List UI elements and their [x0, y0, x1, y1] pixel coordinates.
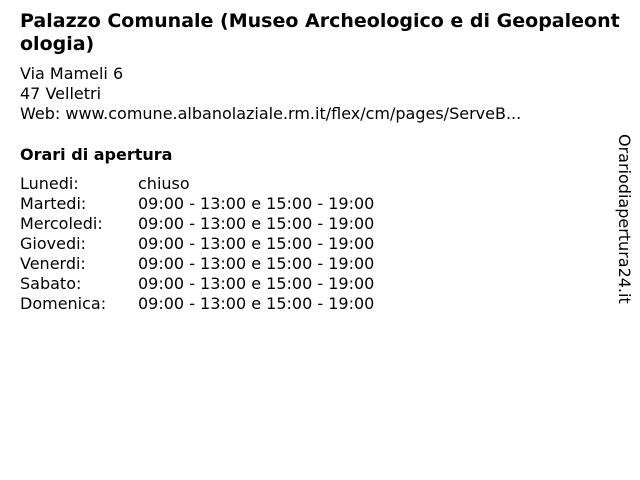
time-value: 09:00 - 13:00 e 15:00 - 19:00 — [138, 274, 375, 293]
day-label: Martedi: — [20, 194, 87, 213]
hours-row-thursday — [20, 234, 374, 254]
opening-hours-table — [20, 174, 374, 314]
place-title: Palazzo Comunale (Museo Archeologico e di Geopaleontologia) — [20, 10, 620, 55]
city-address: 47 Velletri — [20, 84, 102, 103]
hours-row-wednesday — [20, 214, 374, 234]
day-label: Sabato: — [20, 274, 82, 293]
day-label: Giovedi: — [20, 234, 86, 253]
hours-row-friday — [20, 254, 374, 274]
time-value: 09:00 - 13:00 e 15:00 - 19:00 — [138, 294, 375, 313]
day-label: Lunedi: — [20, 174, 79, 193]
address-block — [20, 64, 521, 124]
time-value: 09:00 - 13:00 e 15:00 - 19:00 — [138, 254, 375, 273]
time-value: 09:00 - 13:00 e 15:00 - 19:00 — [138, 214, 375, 233]
day-label: Mercoledi: — [20, 214, 103, 233]
time-value: 09:00 - 13:00 e 15:00 - 19:00 — [138, 234, 375, 253]
hours-row-monday — [20, 174, 374, 194]
hours-row-saturday — [20, 274, 374, 294]
site-brand-vertical: Orariodiapertura24.it — [615, 134, 634, 304]
time-value: chiuso — [138, 174, 190, 193]
website-link[interactable]: Web: www.comune.albanolaziale.rm.it/flex/cm/pages/ServeB... — [20, 104, 522, 123]
street-address: Via Mameli 6 — [20, 64, 124, 83]
hours-row-tuesday — [20, 194, 374, 214]
time-value: 09:00 - 13:00 e 15:00 - 19:00 — [138, 194, 375, 213]
hours-row-sunday — [20, 294, 374, 314]
opening-hours-heading: Orari di apertura — [20, 145, 173, 164]
day-label: Domenica: — [20, 294, 107, 313]
day-label: Venerdi: — [20, 254, 86, 273]
